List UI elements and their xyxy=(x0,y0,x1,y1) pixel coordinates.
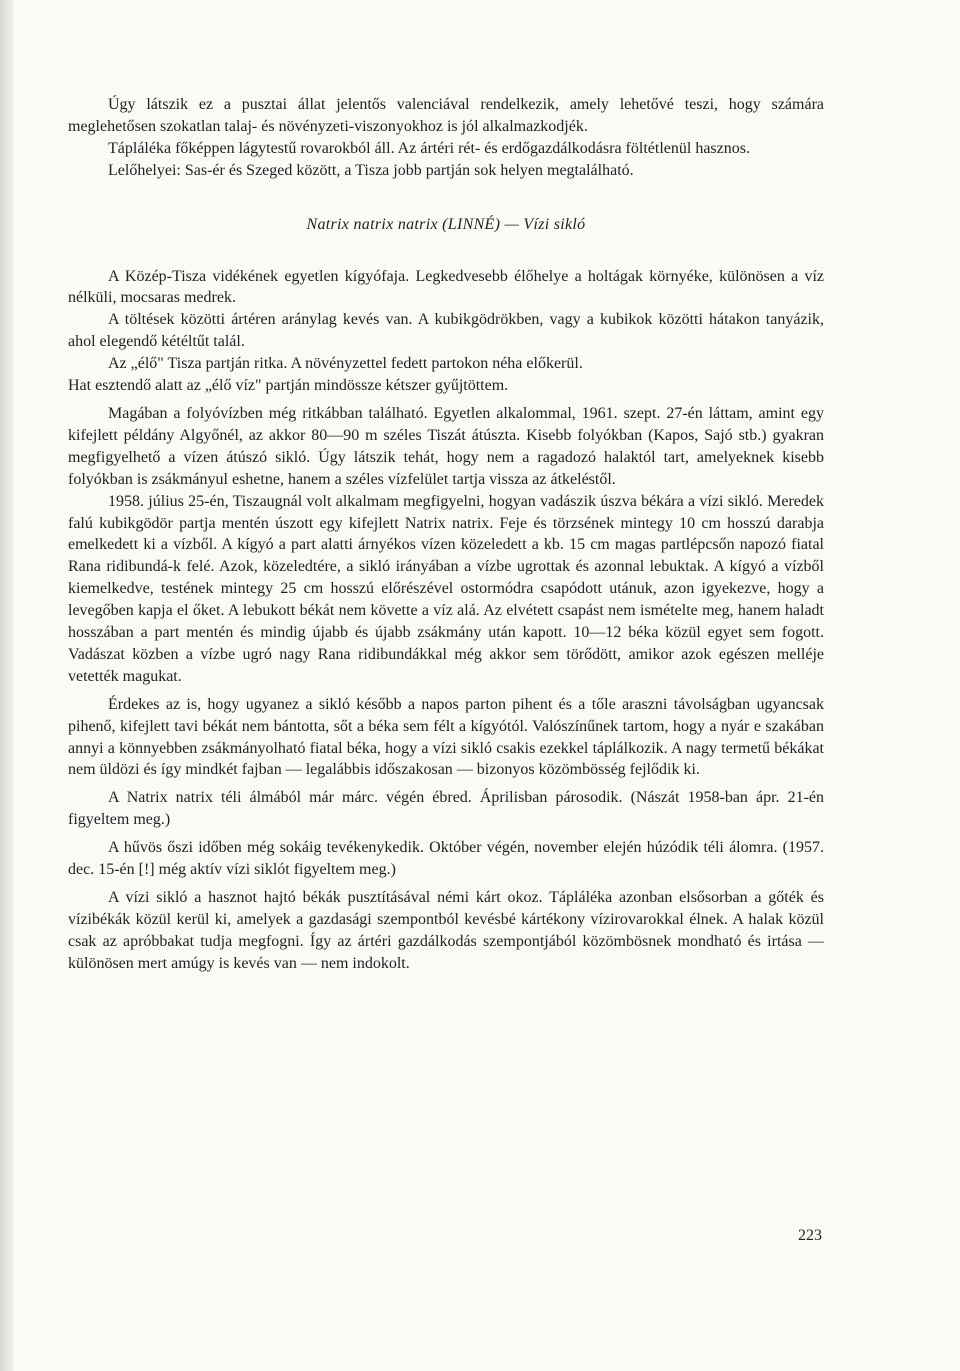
paragraph: A töltések közötti ártéren aránylag kevés van. A kubikgödrökben, vagy a kubikok közötti hátakon tanyázik, ahol elegendő kétéltűt talál. xyxy=(68,311,824,351)
section-paragraphs xyxy=(68,266,824,975)
paragraph: Úgy látszik ez a pusztai állat jelentős valenciával rendelkezik, amely lehetővé teszi, hogy számára meglehetősen szokatlan talaj- és növényzeti-viszonyokhoz is jól alkalmazkodjék. xyxy=(68,96,824,135)
paragraph: Az „élő" Tisza partján ritka. A növényzettel fedett partokon néha előkerül. xyxy=(108,355,583,373)
page-number: 223 xyxy=(798,1227,822,1244)
paragraph: Érdekes az is, hogy ugyanez a sikló később a napos parton pihent és a tőle araszni távolságban ugyancsak pihenő, kifejlett tavi békát nem bántotta, sőt a béka sem félt a kígyótól. Valószínűnek tartom, hogy a nyár e szakában annyi a könnyebben zsákmányolható fiatal béka, hogy a vízi sikló csakis ezekkel táplálkozik. A nagy termetű békákat nem üldözi és így mindkét fajban — legalábbis időszakosan — bizonyos közömbösség fejlődik ki. xyxy=(68,695,824,779)
paragraph: A hűvös őszi időben még sokáig tevékenykedik. Október végén, november elején húzódik téli álomra. (1957. dec. 15-én [!] még aktív vízi siklót figyeltem meg.) xyxy=(68,839,824,879)
book-spine-shadow xyxy=(0,0,14,1371)
paragraph: Magában a folyóvízben még ritkábban található. Egyetlen alkalommal, 1961. szept. 27-én láttam, amint egy kifejlett példány Algyőnél, az akkor 80—90 m széles Tiszát átúszta. Kisebb folyókban (Kapos, Sajó stb.) gyakran megfigyelhető a vízen átúszó sikló. Úgy látszik tehát, hogy nem a ragadozó halaktól tart, amelyeknek kisebb folyókban is zsákmányul eshetne, hanem a széles vízfelület tartja vissza az átkeléstől. xyxy=(68,404,824,488)
paragraph: A Natrix natrix téli álmából már márc. végén ébred. Áprilisban párosodik. (Nászát 1958-ban ápr. 21-én figyeltem meg.) xyxy=(68,789,824,829)
intro-paragraphs xyxy=(68,94,824,182)
paragraph: 1958. július 25-én, Tiszaugnál volt alkalmam megfigyelni, hogyan vadászik úszva békára a vízi sikló. Meredek falú kubikgödör partja mentén úszott egy kifejlett Natrix natrix. Feje és törzsének mintegy 10 cm hosszú darabja emelkedett ki a vízből. A kígyó a part alatti árnyékos vízen közeledett a kb. 15 cm magas partlépcsőn napozó fiatal Rana ridibundá-k felé. Azok, közeledtére, a sikló irányában a vízbe ugrottak és azonnal lebuktak. A kígyó a vízből kiemelkedve, testének mintegy 25 cm hosszú előrészével ostormódra csapódott utánuk, azon igyekezve, hogy a levegőben kapja el őket. A lebukott békát nem követte a víz alá. Az elvétett csapást nem ismételte meg, hanem haladt hosszában a part mentén és mindig újabb és újabb zsákmány után kapott. 10—12 béka közül egyet sem fogott. Vadászat közben a vízbe ugró nagy Rana ridibundákkal még akkor sem törődött, amikor azok egészen melléje vetették magukat. xyxy=(68,492,824,685)
paragraph: Lelőhelyei: Sas-ér és Szeged között, a Tisza jobb partján sok helyen megtalálható. xyxy=(108,161,634,179)
page-body xyxy=(68,94,824,975)
paragraph: A Közép-Tisza vidékének egyetlen kígyófaja. Legkedvesebb élőhelye a holtágak környéke, különösen a víz nélküli, mocsaras medrek. xyxy=(68,267,824,307)
paragraph: A vízi sikló a hasznot hajtó békák pusztításával némi kárt okoz. Tápláléka azonban elsősorban a gőték és vízibékák közül kerül ki, amelyek a gazdasági szempontból kevésbé kártékony vízirovarokkal élnek. A halak közül csak az apróbbakat tudja megfogni. Így az ártéri gazdálkodás szempontjából közömbösnek mondható és irtása — különösen mert amúgy is kevés van — nem indokolt. xyxy=(68,889,824,972)
paragraph: Hat esztendő alatt az „élő víz" partján mindössze kétszer gyűjtöttem. xyxy=(68,377,509,395)
paragraph: Tápláléka főképpen lágytestű rovarokból áll. Az ártéri rét- és erdőgazdálkodásra föltétlenül hasznos. xyxy=(108,139,750,157)
section-title: Natrix natrix natrix (LINNÉ) — Vízi sikló xyxy=(306,215,586,233)
